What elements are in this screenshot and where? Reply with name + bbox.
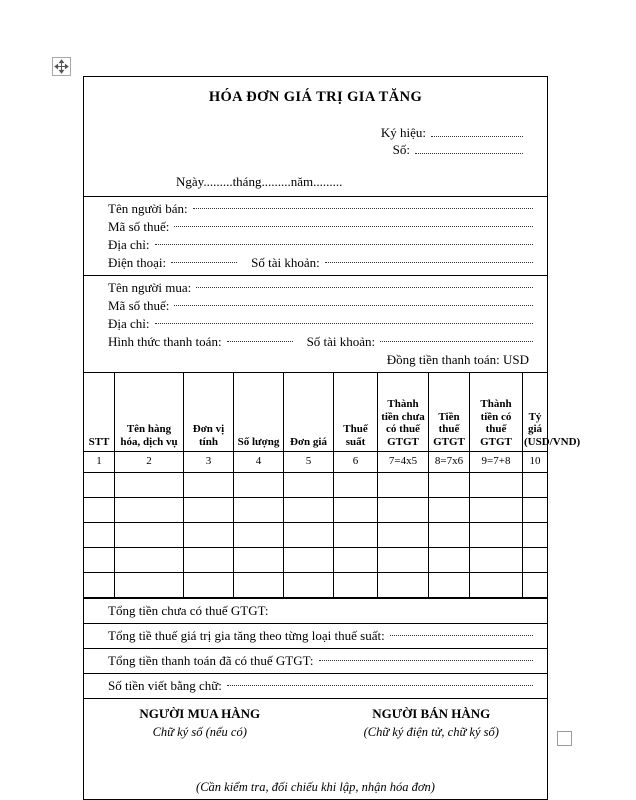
total-line-label: Tổng tiề thuế giá trị gia tăng theo từng loại thuế suất: [108, 628, 385, 643]
item-cell[interactable] [429, 473, 470, 498]
item-cell[interactable] [378, 573, 429, 598]
items-table-band [84, 373, 581, 599]
seller-contact-row [108, 254, 533, 272]
table-row[interactable] [84, 473, 547, 498]
item-cell[interactable] [184, 498, 234, 523]
column-number-cell: 5 [284, 452, 334, 473]
buyer-tax-code-label: Mã số thuế: [108, 298, 170, 313]
footer-note: (Cần kiểm tra, đối chiếu khi lập, nhận hóa đơn) [196, 780, 435, 794]
col-header-tax-rate: Thuế suất [334, 373, 378, 452]
table-move-handle[interactable] [52, 57, 71, 76]
buyer-address-label: Địa chỉ: [108, 316, 150, 331]
item-cell[interactable] [284, 548, 334, 573]
total-line-label: Tổng tiền chưa có thuế GTGT: [108, 603, 269, 618]
item-cell[interactable] [429, 498, 470, 523]
column-number-cell: 2 [115, 452, 184, 473]
buyer-tax-row [108, 297, 533, 315]
item-cell[interactable] [234, 523, 284, 548]
buyer-signature-column [84, 705, 316, 741]
buyer-signature-title: NGƯỜI MUA HÀNG [139, 706, 261, 721]
page-title: HÓA ĐƠN GIÁ TRỊ GIA TĂNG [208, 89, 423, 105]
item-cell[interactable] [184, 573, 234, 598]
column-number-cell: 6 [334, 452, 378, 473]
item-cell[interactable] [334, 548, 378, 573]
col-header-exchange-rate: Tỷ giá (USD/VND) [523, 373, 548, 452]
total-line-label: Tổng tiền thanh toán đã có thuế GTGT: [108, 653, 314, 668]
item-cell[interactable] [184, 473, 234, 498]
item-cell[interactable] [470, 498, 523, 523]
total-line[interactable] [84, 649, 547, 674]
item-cell[interactable] [429, 548, 470, 573]
item-cell[interactable] [378, 473, 429, 498]
item-cell[interactable] [284, 473, 334, 498]
seller-signature-title: NGƯỜI BÁN HÀNG [372, 706, 491, 721]
item-cell[interactable] [284, 523, 334, 548]
move-cross-icon [53, 58, 70, 75]
buyer-account-input[interactable] [380, 341, 533, 342]
symbol-label: Ký hiệu: [380, 125, 426, 140]
table-row[interactable] [84, 573, 547, 598]
col-header-amount-total: Thành tiền có thuế GTGT [470, 373, 523, 452]
number-input[interactable] [415, 137, 523, 154]
seller-name-row [108, 200, 533, 218]
total-line-label: Số tiền viết bằng chữ: [108, 678, 222, 693]
col-header-quantity: Số lượng [234, 373, 284, 452]
item-cell[interactable] [470, 523, 523, 548]
seller-tax-code-label: Mã số thuế: [108, 219, 170, 234]
item-cell[interactable] [523, 548, 548, 573]
seller-address-label: Địa chỉ: [108, 237, 150, 252]
item-cell[interactable] [184, 548, 234, 573]
buyer-name-label: Tên người mua: [108, 280, 192, 295]
col-header-stt: STT [84, 373, 115, 452]
item-cell[interactable] [115, 548, 184, 573]
table-row[interactable] [84, 498, 547, 523]
item-cell[interactable] [470, 473, 523, 498]
col-header-unit: Đơn vị tính [184, 373, 234, 452]
buyer-address-row [108, 315, 533, 333]
seller-name-label: Tên người bán: [108, 201, 188, 216]
item-cell[interactable] [523, 523, 548, 548]
totals-block [84, 599, 547, 699]
item-cell[interactable] [234, 573, 284, 598]
table-row[interactable] [84, 523, 547, 548]
seller-account-input[interactable] [325, 262, 533, 263]
total-line[interactable] [84, 674, 547, 699]
column-number-cell: 4 [234, 452, 284, 473]
col-header-goods-name: Tên hàng hóa, dịch vụ [115, 373, 184, 452]
item-cell[interactable] [84, 523, 115, 548]
symbol-input[interactable] [431, 120, 523, 137]
seller-block [84, 197, 547, 276]
seller-address-row [108, 236, 533, 254]
signature-band [84, 699, 547, 799]
column-number-cell: 10 [523, 452, 548, 473]
item-cell[interactable] [334, 473, 378, 498]
total-line-input[interactable] [390, 635, 533, 636]
number-row [84, 141, 547, 158]
column-number-cell: 3 [184, 452, 234, 473]
item-cell[interactable] [334, 573, 378, 598]
item-cell[interactable] [115, 573, 184, 598]
seller-tax-code-input[interactable] [174, 226, 533, 227]
buyer-name-row [108, 279, 533, 297]
date-line[interactable]: Ngày.........tháng.........năm......... [176, 174, 343, 189]
buyer-payment-row [108, 333, 533, 351]
buyer-payment-method-label: Hình thức thanh toán: [108, 334, 222, 349]
item-cell[interactable] [334, 498, 378, 523]
item-cell[interactable] [378, 523, 429, 548]
buyer-name-input[interactable] [196, 287, 533, 288]
item-cell[interactable] [184, 523, 234, 548]
item-cell[interactable] [470, 573, 523, 598]
table-resize-handle[interactable] [557, 731, 572, 746]
item-cell[interactable] [234, 473, 284, 498]
item-cell[interactable] [523, 473, 548, 498]
seller-signature-subtitle: (Chữ ký điện tử, chữ ký số) [363, 725, 499, 739]
item-cell[interactable] [523, 498, 548, 523]
total-line[interactable] [84, 599, 547, 624]
seller-account-label: Số tài khoản: [251, 255, 320, 270]
item-cell[interactable] [84, 498, 115, 523]
column-number-cell: 8=7x6 [429, 452, 470, 473]
buyer-signature-subtitle: Chữ ký số (nếu có) [152, 725, 247, 739]
signature-columns [84, 705, 547, 741]
item-cell[interactable] [234, 498, 284, 523]
item-cell[interactable] [115, 523, 184, 548]
seller-phone-label: Điện thoại: [108, 255, 167, 270]
table-row[interactable] [84, 548, 547, 573]
item-cell[interactable] [470, 548, 523, 573]
column-number-cell: 7=4x5 [378, 452, 429, 473]
item-cell[interactable] [523, 573, 548, 598]
items-column-number-row [84, 452, 547, 473]
col-header-amount-pretax: Thành tiền chưa có thuế GTGT [378, 373, 429, 452]
col-header-unit-price: Đơn giá [284, 373, 334, 452]
item-cell[interactable] [84, 473, 115, 498]
buyer-tax-code-input[interactable] [174, 305, 533, 306]
number-label: Số: [392, 142, 410, 157]
seller-address-input[interactable] [155, 244, 533, 245]
total-line-input[interactable] [319, 660, 534, 661]
item-cell[interactable] [284, 498, 334, 523]
item-cell[interactable] [284, 573, 334, 598]
item-cell[interactable] [234, 548, 284, 573]
invoice-header-band [84, 77, 547, 197]
currency-line: Đồng tiền thanh toán: USD [386, 352, 529, 367]
items-table-body [84, 452, 547, 598]
seller-tax-row [108, 218, 533, 236]
item-cell[interactable] [84, 573, 115, 598]
buyer-address-input[interactable] [155, 323, 533, 324]
item-cell[interactable] [378, 548, 429, 573]
items-table-head [84, 373, 581, 452]
item-cell[interactable] [378, 498, 429, 523]
items-header-row [84, 373, 547, 452]
total-line[interactable] [84, 624, 547, 649]
item-cell[interactable] [84, 548, 115, 573]
items-table [84, 373, 581, 598]
buyer-payment-method-input[interactable] [227, 341, 293, 342]
seller-signature-column [316, 705, 548, 741]
column-number-cell: 1 [84, 452, 115, 473]
seller-name-input[interactable] [193, 208, 533, 209]
item-cell[interactable] [115, 498, 184, 523]
item-cell[interactable] [115, 473, 184, 498]
invoice-document [83, 76, 581, 800]
item-cell[interactable] [429, 523, 470, 548]
item-cell[interactable] [429, 573, 470, 598]
buyer-account-label: Số tài khoản: [306, 334, 376, 349]
item-cell[interactable] [334, 523, 378, 548]
column-number-cell: 9=7+8 [470, 452, 523, 473]
total-line-input[interactable] [227, 685, 533, 686]
seller-phone-input[interactable] [171, 262, 237, 263]
buyer-block [84, 276, 547, 373]
col-header-tax-amount: Tiền thuế GTGT [429, 373, 470, 452]
